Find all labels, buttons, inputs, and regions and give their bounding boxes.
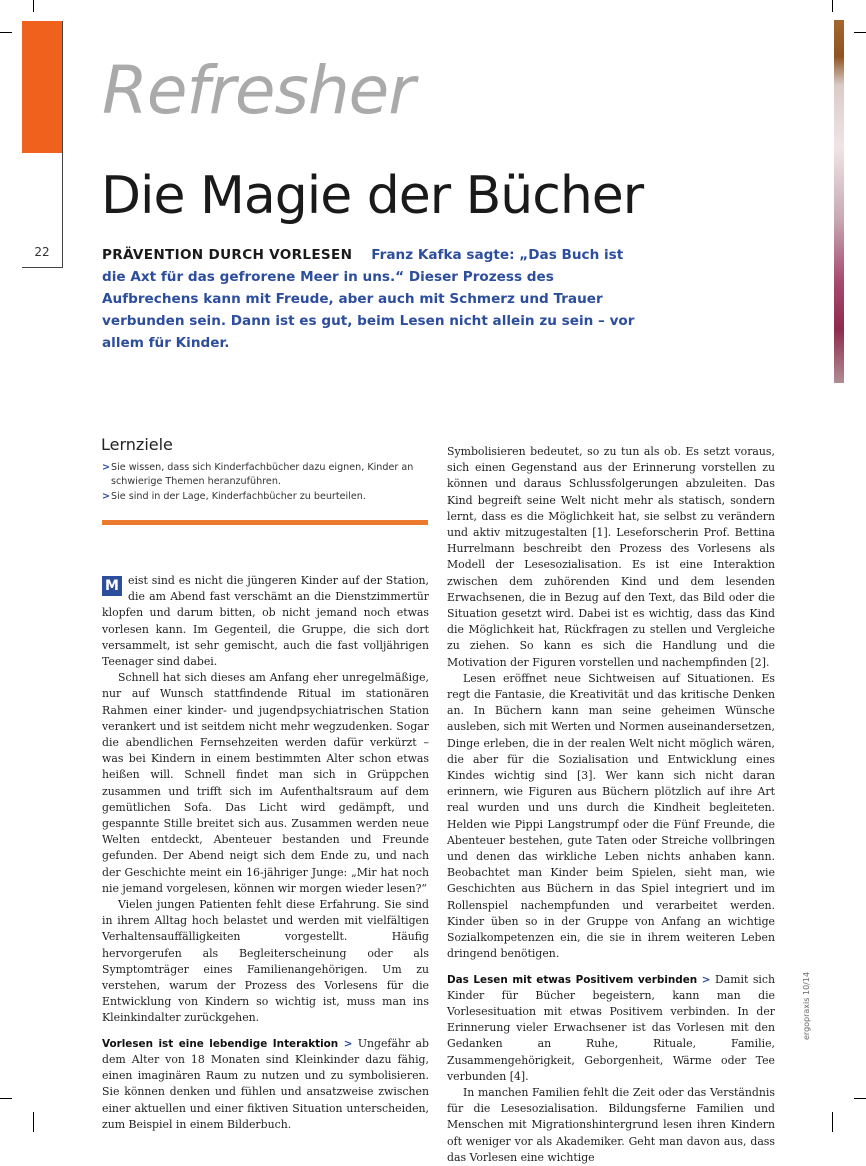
body-paragraph: Symbolisieren bedeutet, so zu tun als ob. Es setzt voraus, sich einen Gegenstand aus der Erinnerung vorstellen zu können und daraus Schlussfolgerungen abzuleiten. Das Kind begreift seine Welt nicht mehr als statisch, sondern lernt, dass es die Möglichkeit hat, sie selbst zu verändern und aktiv mitzugestalten [1]. Leseforscherin Prof. Bettina Hurrelmann beschreibt den Prozess des Vorlesens als Modell der Lesesozialisation. Es ist eine Interaktion zwischen dem zuhörenden Kind und dem lesenden Erwachsenen, die in Bezug auf den Text, das Bild oder die Situation gesetzt wird. Dabei ist es wichtig, dass das Kind die Möglichkeit hat, Rückfragen zu stellen und Vergleiche zu ziehen. So kann es sich die Handlung und die Motivation der Figuren vorstellen und nachempfinden [2]. — [447, 445, 775, 669]
journal-reference: ergopraxis 10/14 — [802, 971, 811, 1040]
objectives-list — [102, 461, 427, 505]
body-paragraph: In manchen Familien fehlt die Zeit oder das Verständnis für die Lesesozialisation. Bildungsferne Familien und Menschen mit Migrationshintergrund lesen ihren Kindern oft weniger vor als Akademiker. Geht man davon aus, dass das Vorlesen eine wichtige — [447, 1085, 775, 1164]
objective-text: Sie wissen, dass sich Kinderfachbücher dazu eignen, Kinder an schwierige Themen heranzuführen. — [111, 462, 414, 487]
paragraph-gap — [447, 963, 775, 972]
arrow-icon: > — [102, 491, 111, 502]
paragraph-text: Damit sich Kinder für Bücher begeistern, kann man die Vorlesesituation mit etwas Positivem verbinden. In der Erinnerung vieler Erwachsener ist das Vorlesen mit den Gedanken an Ruhe, Rituale, Familie, Zusammengehörigkeit, Geborgenheit, Wärme oder Tee verbunden [4]. — [447, 972, 776, 1083]
drop-cap: M — [102, 576, 122, 596]
body-paragraph — [102, 573, 429, 670]
subheading-text: Das Lesen mit etwas Positivem verbinden — [447, 973, 698, 986]
crop-mark — [0, 1098, 12, 1099]
paragraph-gap — [102, 1027, 429, 1036]
subheading-text: Vorlesen ist eine lebendige Interaktion — [102, 1037, 339, 1050]
page-number: 22 — [34, 245, 50, 259]
crop-mark — [33, 1112, 34, 1132]
photo-strip — [834, 20, 844, 383]
crop-mark — [0, 32, 12, 33]
crop-mark — [854, 1098, 866, 1099]
body-column-right — [447, 444, 775, 1166]
lead-text: Franz Kafka sagte: „Das Buch ist die Axt für das gefrorene Meer in uns.“ Dieser Prozess des Aufbrechens kann mit Freude, aber auch mit Schmerz und Trauer verbunden sein. Dann ist es gut, beim Lesen nicht allein zu sein – vor allem für Kinder. — [102, 247, 635, 351]
article-lead — [102, 244, 642, 354]
section-title: Refresher — [102, 52, 415, 129]
objective-text: Sie sind in der Lage, Kinderfachbücher zu beurteilen. — [111, 491, 366, 502]
arrow-icon: > — [701, 973, 711, 986]
body-paragraph — [447, 972, 775, 1085]
paragraph-text: eist sind es nicht die jüngeren Kinder auf der Station, die am Abend fast verschämt an die Dienstzimmertür klopfen und darum bitten, ob nicht jemand noch etwas vorlesen kann. Im Gegenteil, die Gruppe, die sich dort versammelt, ist sehr gemischt, auch die fast volljährigen Teenager sind dabei. — [102, 574, 429, 669]
subheading — [447, 974, 711, 986]
objective-item — [102, 490, 427, 504]
body-paragraph: Lesen eröffnet neue Sichtweisen auf Situationen. Es regt die Fantasie, die Kreativität und das kritische Denken an. In Büchern kann man seine geheimen Wünsche ausleben, sich mit Werten und Normen auseinandersetzen, Dinge erleben, die in der realen Welt nicht möglich wären, die aber für die Sozialisation und Entwicklung eines Kindes wichtig sind [3]. Wer kann sich nicht daran erinnern, wie Figuren aus Büchern plötzlich auf ihre Art real wurden und uns durch die Kindheit begleiteten. Helden wie Pippi Langstrumpf oder die Fünf Freunde, die Abenteuer bestehen, gute Taten oder Streiche vollbringen und denen das wirkliche Leben nichts anhaben kann. Beobachtet man Kinder beim Spielen, sieht man, wie Geschichten aus Büchern in das Spiel integriert und im Rollenspiel nachempfunden und verarbeitet werden. Kinder üben so in der Gruppe von Anfang an wichtige Sozialkompetenzen ein, die sie in ihrem weiteren Leben dringend benötigen. — [447, 671, 775, 961]
crop-mark — [832, 1112, 833, 1132]
article-headline: Die Magie der Bücher — [101, 166, 644, 226]
crop-mark — [854, 32, 866, 33]
section-color-tab — [22, 21, 62, 153]
objective-item — [102, 461, 427, 489]
body-column-left — [102, 573, 429, 1133]
objectives-divider — [102, 520, 428, 525]
body-paragraph: Schnell hat sich dieses am Anfang eher unregelmäßige, nur auf Wunsch stattfindende Ritual im stationären Rahmen einer kinder- und jugendpsychiatrischen Station verankert und ist seitdem nicht mehr wegzudenken. Sogar die abendlichen Fernsehzeiten werden dafür verkürzt – was bei Kindern in einem bestimmten Alter schon etwas heißen will. Schnell findet man sich in Grüppchen zusammen und trifft sich im Aufenthaltsraum auf dem gemütlichen Sofa. Das Licht wird gedämpft, und gespannte Stille breitet sich aus. Zusammen werden neue Welten entdeckt, Abenteuer bestanden und Freunde gefunden. Der Abend neigt sich dem Ende zu, und nach der Geschichte meint ein 16-jähriger Junge: „Mir hat noch nie jemand vorgelesen, können wir morgen wieder lesen?“ — [102, 671, 429, 895]
crop-mark — [832, 0, 833, 12]
subheading — [102, 1038, 352, 1050]
page-number-rule — [22, 267, 63, 268]
arrow-icon: > — [102, 462, 111, 473]
objectives-title: Lernziele — [101, 435, 173, 454]
lead-kicker: PRÄVENTION DURCH VORLESEN — [102, 247, 353, 263]
margin-rule — [62, 21, 63, 267]
arrow-icon: > — [343, 1037, 353, 1050]
paragraph-text: Ungefähr ab dem Alter von 18 Monaten sind Kleinkinder dazu fähig, einen imaginären Raum zu nutzen und zu symbolisieren. Sie können denken und fühlen und ansatzweise zwischen einer aktuellen und einer fiktiven Situation unterscheiden, zum Beispiel in einem Bilderbuch. — [102, 1036, 430, 1131]
crop-mark — [33, 0, 34, 12]
body-paragraph: Vielen jungen Patienten fehlt diese Erfahrung. Sie sind in ihrem Alltag hoch belastet und werden mit vielfältigen Verhaltensauffälligkeiten vorgestellt. Häufig hervorgerufen als Begleiterscheinung oder als Symptomträger eines Familienangehörigen. Um zu verstehen, warum der Prozess des Vorlesens für die Entwicklung von Kindern so wichtig ist, muss man ins Kleinkindalter zurückgehen. — [102, 898, 429, 1025]
body-paragraph — [102, 1036, 429, 1133]
